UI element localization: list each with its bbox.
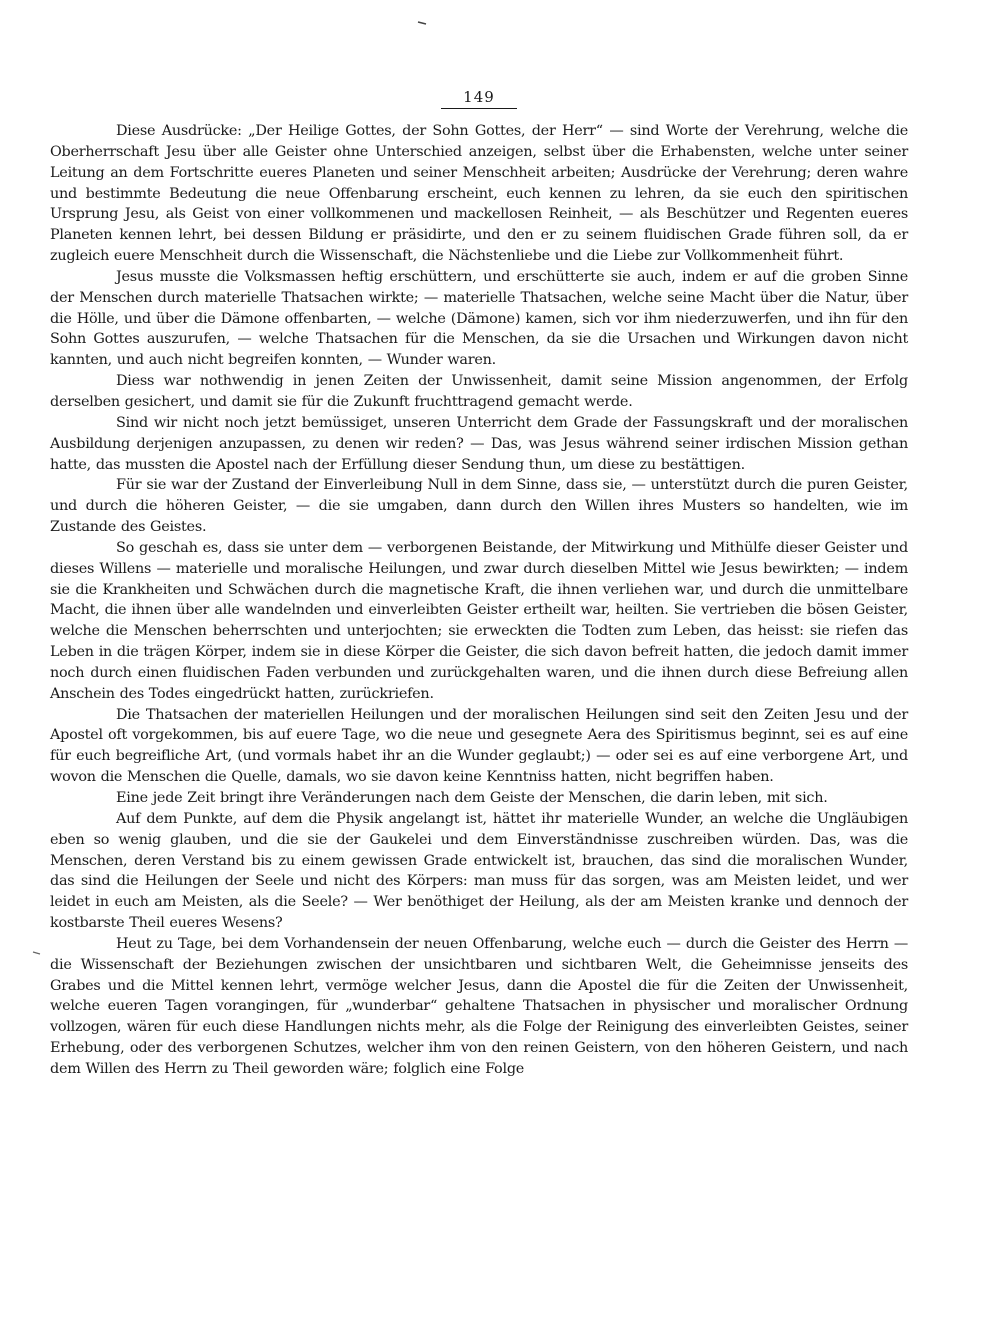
- paragraph-1: Diese Ausdrücke: „Der Heilige Gottes, der Sohn Gottes, der Herr“ — sind Worte der Verehrung, welche die Oberherrschaft Jesu über alle Geister ohne Unterschied anzeigen, selbst über die Erhabensten, welche unter seiner Leitung an dem Fortschritte eueres Planeten und seiner Menschheit arbeiten; Ausdrücke der Verehrung; deren wahre und bestimmte Bedeutung die neue Offenbarung erscheint, euch kennen zu lehren, da sie euch den spiritischen Ursprung Jesu, als Geist von einer vollkommenen und mackellosen Reinheit, — als Beschützer und Regenten eueres Planeten kennen lehrt, bei dessen Bildung er präsidirte, und den er zu seinem fluidischen Grade führen soll, da er zugleich euere Menschheit durch die Wissenschaft, die Nächstenliebe und die Liebe zur Vollkommenheit führt.: [50, 123, 908, 265]
- margin-scan-mark: [33, 952, 40, 954]
- paragraph-6: So geschah es, dass sie unter dem — verborgenen Beistande, der Mitwirkung und Mithülfe dieser Geister und dieses Willens — materielle und moralische Heilungen, und zwar durch dieselben Mittel wie Jesus bewirkten; — indem sie die Krankheiten und Schwächen durch die magnetische Kraft, die ihnen verliehen war, und durch die unmittelbare Macht, die ihnen über alle wandelnden und einverleibten Geister ertheilt war, heilten. Sie vertrieben die bösen Geister, welche die Menschen beherrschten und unterjochten; sie erweckten die Todten zum Leben, das heisst: sie riefen das Leben in die trägen Körper, indem sie in diese Körper die Geister, die sich davon befreit hatten, die jedoch damit immer noch durch einen fluidischen Faden verbunden und zurückgehalten waren, und die ihnen durch diese Befreiung allen Anschein des Todes eingedrückt hatten, zurückriefen.: [50, 539, 908, 702]
- paragraph-9: Auf dem Punkte, auf dem die Physik angelangt ist, hättet ihr materielle Wunder, an welche die Ungläubigen eben so wenig glauben, und die sie der Gaukelei und dem Einverständnisse zuschreiben würden. Das, was die Menschen, deren Verstand bis zu einem gewissen Grade entwickelt ist, brauchen, das sind die moralischen Wunder, das sind die Heilungen der Seele und nicht des Körpers: man muss für das sorgen, was am Meisten leidet, und wer leidet in euch am Meisten, als die Seele? — Wer benöthiget der Heilung, als der am Meisten kranke und dennoch der kostbarste Theil eueres Wesens?: [50, 810, 908, 932]
- top-scan-mark: [418, 22, 426, 24]
- book-page: [50, 88, 908, 1080]
- paragraph-4: Sind wir nicht noch jetzt bemüssiget, unseren Unterricht dem Grade der Fassungskraft und der moralischen Ausbildung derjenigen anzupassen, zu denen wir reden? — Das, was Jesus während seiner irdischen Mission gethan hatte, das mussten die Apostel nach der Erfüllung dieser Sendung thun, um diese zu bestättigen.: [50, 414, 908, 473]
- paragraph-10: Heut zu Tage, bei dem Vorhandensein der neuen Offenbarung, welche euch — durch die Geister des Herrn — die Wissenschaft der Beziehungen zwischen der unsichtbaren und sichtbaren Welt, die Geheimnisse jenseits des Grabes und die Mittel kennen lehrt, vermöge welcher Jesus, dann die Apostel die für die Zeiten der Unwissenheit, welche eueren Tagen vorangingen, für „wunderbar“ gehaltene Thatsachen in physischer und moralischer Ordnung vollzogen, wären für euch diese Handlungen nichts mehr, als die Folge der Reinigung des einverleibten Geistes, seiner Erhebung, oder des verborgenen Schutzes, welcher ihm von den reinen Geistern, von den höheren Geistern, und nach dem Willen des Herrn zu Theil geworden wäre; folglich eine Folge: [50, 935, 908, 1077]
- paragraph-8: Eine jede Zeit bringt ihre Veränderungen nach dem Geiste der Menschen, die darin leben, mit sich.: [116, 790, 828, 806]
- page-number: 149: [463, 88, 495, 106]
- paragraph-5: Für sie war der Zustand der Einverleibung Null in dem Sinne, dass sie, — unterstützt durch die puren Geister, und durch die höheren Geister, — die sie umgaben, dann durch den Willen ihres Musters so handelten, wie im Zustande des Geistes.: [50, 477, 908, 536]
- page-number-rule: [441, 108, 517, 109]
- paragraph-2: Jesus musste die Volksmassen heftig erschüttern, und erschütterte sie auch, indem er auf die groben Sinne der Menschen durch materielle Thatsachen wirkte; — materielle Thatsachen, welche seine Macht über die Natur, über die Hölle, und über die Dämone offenbarten, — welche (Dämone) kamen, sich vor ihm niederzuwerfen, und ihn für den Sohn Gottes auszurufen, — welche Thatsachen für die Menschen, da sie die Ursachen und Wirkungen davon nicht kannten, und auch nicht begreifen konnten, — Wunder waren.: [50, 268, 908, 369]
- paragraph-7: Die Thatsachen der materiellen Heilungen und der moralischen Heilungen sind seit den Zeiten Jesu und der Apostel oft vorgekommen, bis auf euere Tage, wo die neue und gesegnete Aera des Spiritismus beginnt, sei es auf eine für euch begreifliche Art, (und vormals habet ihr an die Wunder geglaubt;) — oder sei es auf eine verborgene Art, und wovon die Menschen die Quelle, damals, wo sie davon keine Kenntniss hatten, nicht begriffen haben.: [50, 706, 908, 786]
- paragraph-3: Diess war nothwendig in jenen Zeiten der Unwissenheit, damit seine Mission angenommen, der Erfolg derselben gesichert, und damit sie für die Zukunft fruchttragend gemacht werde.: [50, 373, 908, 410]
